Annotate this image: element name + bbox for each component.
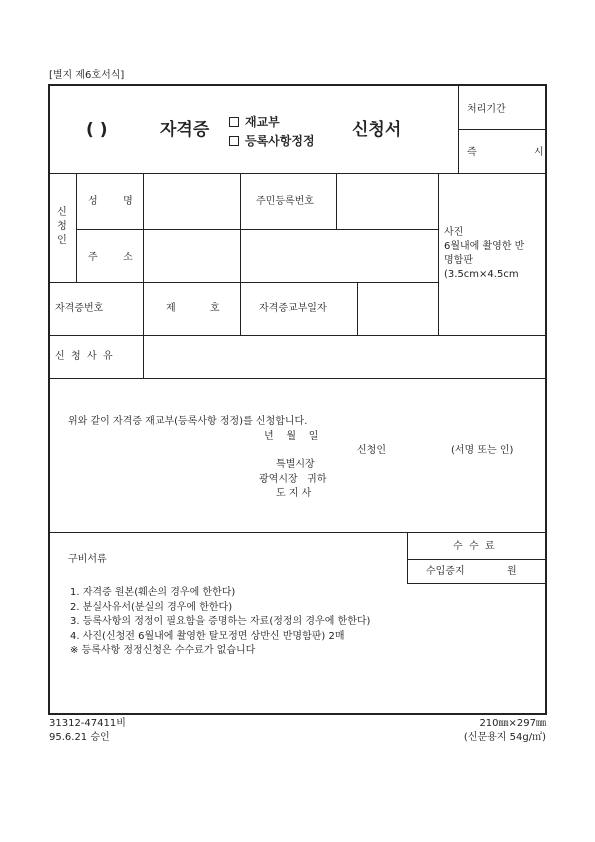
name-field[interactable]: [145, 175, 239, 228]
title-suffix: 신청서: [352, 120, 402, 140]
frame-top: [48, 84, 547, 86]
applicant-char-1: 신: [57, 207, 67, 218]
processing-label: 처리기간: [467, 104, 506, 115]
title-paren: ( ): [86, 120, 108, 140]
id-number-field[interactable]: [338, 175, 437, 228]
issue-date-field[interactable]: [359, 284, 437, 334]
date-value-divider: [357, 282, 358, 335]
signature-note: (서명 또는 인): [451, 445, 514, 456]
documents-list: [70, 586, 370, 659]
footer-approval: 95.6.21 승인: [49, 732, 110, 743]
name-label: 성 명: [88, 196, 133, 207]
reason-label: 신 청 사 유: [55, 351, 113, 362]
address-cert-divider: [48, 282, 439, 283]
issue-date-label: 자격증교부일자: [259, 303, 327, 314]
footer-paper: (신문용지 54g/㎡): [463, 732, 546, 743]
option-correction[interactable]: [229, 134, 315, 148]
applicant-group-divider: [76, 173, 77, 282]
cert-number-suffix: 호: [210, 303, 220, 314]
photo-line-3: 명함판: [444, 255, 473, 266]
applicant-group-label: [55, 206, 69, 248]
header-bottom-line: [48, 173, 547, 174]
recipient-3: 도 지 사: [276, 488, 312, 499]
document-note: ※ 등록사항 정정신청은 수수료가 없습니다: [70, 645, 256, 656]
photo-divider: [438, 173, 439, 335]
reason-field[interactable]: [145, 337, 544, 377]
recipient-1: 특별시장: [276, 459, 315, 470]
fee-label: 수 수 료: [453, 541, 495, 552]
checkbox-reissue[interactable]: [229, 117, 239, 127]
documents-top-line: [48, 532, 547, 533]
name-address-divider: [76, 229, 439, 230]
frame-bottom: [48, 713, 547, 715]
photo-line-4: (3.5cm×4.5cm: [444, 269, 519, 280]
checkbox-correction[interactable]: [229, 136, 239, 146]
documents-title: 구비서류: [68, 554, 107, 565]
cert-number-prefix: 제: [166, 303, 176, 314]
option-correction-label: 등록사항정정: [245, 134, 315, 148]
fee-bottom-line: [407, 583, 547, 584]
processing-value-right: 시: [534, 147, 544, 158]
footer-code: 31312-47411비: [49, 718, 126, 729]
address-label: 주 소: [88, 252, 133, 263]
declaration-date: 년 월 일: [264, 431, 319, 442]
cert-number-field[interactable]: [176, 290, 206, 326]
option-reissue[interactable]: [229, 115, 280, 129]
id-number-label: 주민등록번호: [256, 196, 314, 207]
frame-right: [545, 84, 547, 715]
label-column-divider: [143, 173, 144, 378]
processing-value-left: 즉: [467, 147, 477, 158]
fee-unit: 원: [507, 566, 517, 577]
cert-reason-divider: [48, 335, 547, 336]
address-field[interactable]: [145, 231, 437, 281]
id-value-divider: [336, 173, 337, 229]
cert-number-label: 자격증번호: [55, 303, 104, 314]
reason-bottom-line: [48, 378, 547, 379]
photo-line-1: 사진: [444, 227, 464, 238]
fee-stamp-label: 수입증지: [426, 566, 465, 577]
form-label: [별지 제6호서식]: [49, 70, 125, 81]
applicant-char-3: 인: [57, 235, 67, 246]
fee-inner-line: [407, 559, 547, 560]
declaration-statement: 위와 같이 자격증 재교부(등록사항 정정)를 신청합니다.: [68, 416, 308, 427]
document-item-1: 1. 자격증 원본(훼손의 경우에 한한다): [70, 587, 236, 598]
frame-left: [48, 84, 50, 715]
photo-box: [444, 226, 524, 282]
document-item-2: 2. 분실사유서(분실의 경우에 한한다): [70, 601, 233, 613]
title-prefix: 자격증: [160, 120, 210, 140]
option-reissue-label: 재교부: [245, 115, 280, 129]
photo-line-2: 6월내에 촬영한 반: [444, 241, 525, 252]
processing-divider: [458, 129, 546, 130]
document-item-3: 3. 등록사항의 정정이 필요함을 증명하는 자료(정정의 경우에 한한다): [70, 616, 371, 627]
applicant-sign-label: 신청인: [357, 445, 386, 456]
footer-size: 210㎜×297㎜: [479, 718, 546, 729]
recipient-2: 광역시장 귀하: [259, 474, 327, 485]
applicant-char-2: 청: [57, 221, 67, 232]
document-item-4: 4. 사진(신청전 6월내에 촬영한 탈모정면 상반신 반명함판) 2매: [70, 630, 345, 642]
fee-divider: [407, 532, 408, 584]
